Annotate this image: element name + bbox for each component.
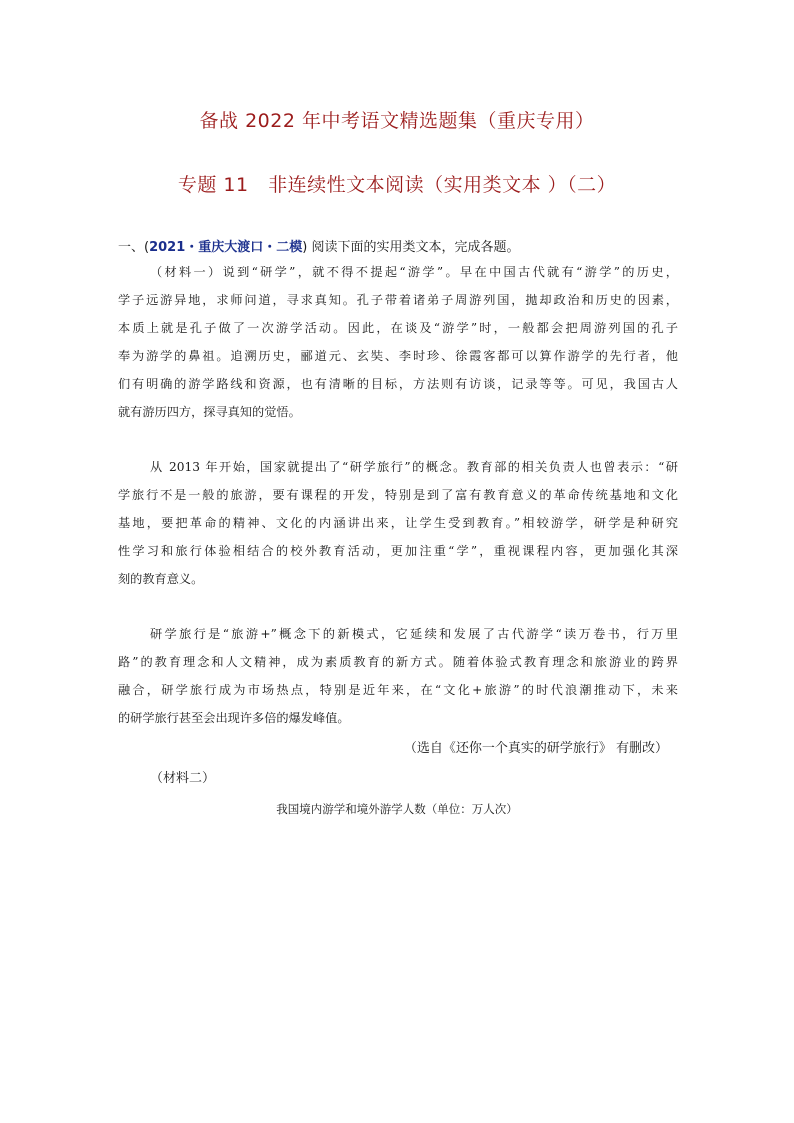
question-instruction: ) 阅读下面的实用类文本，完成各题。 — [302, 240, 520, 255]
question-heading — [118, 236, 519, 255]
document-subtitle: 专题 11 非连续性文本阅读（实用类文本 ）（二） — [177, 174, 617, 196]
paragraph-line: 本质上就是孔子做了一次游学活动。因此，在谈及“游学”时，一般都会把周游列国的孔子 — [118, 321, 678, 335]
question-prefix: 一、( — [118, 240, 150, 255]
paragraph-line: 从 2013 年开始，国家就提出了“研学旅行”的概念。教育部的相关负责人也曾表示：“研 — [150, 460, 678, 474]
paragraph-line: 基地，要把革命的精神、文化的内涵讲出来，让学生受到教育。”相较游学，研学是种研究 — [118, 516, 678, 530]
paragraph-line: 们有明确的游学路线和资源，也有清晰的目标，方法则有访谈，记录等等。可见，我国古人 — [118, 377, 678, 391]
material-one-paragraph — [118, 258, 678, 426]
paragraph-line: 就有游历四方，探寻真知的觉悟。 — [118, 405, 301, 419]
paragraph-two — [118, 453, 678, 593]
chart-caption: 我国境内游学和境外游学人数（单位：万人次） — [276, 802, 518, 816]
paragraph-line: 路”的教育理念和人文精神，成为素质教育的新方式。随着体验式教育理念和旅游业的跨界 — [118, 655, 678, 669]
paragraph-line: 刻的教育意义。 — [118, 572, 204, 586]
paragraph-line: 奉为游学的鼻祖。追溯历史，郦道元、玄奘、李时珍、徐霞客都可以算作游学的先行者，他 — [118, 349, 678, 363]
paragraph-line: （材料一）说到“研学”，就不得不提起“游学”。早在中国古代就有“游学”的历史， — [150, 265, 678, 279]
document-title: 备战 2022 年中考语文精选题集（重庆专用） — [199, 110, 595, 132]
paragraph-three — [118, 620, 678, 732]
source-note: （选自《还你一个真实的研学旅行》 有删改） — [403, 741, 668, 756]
paragraph-line: 研学旅行是“旅游+”概念下的新模式，它延续和发展了古代游学“读万卷书，行万里 — [150, 627, 678, 641]
paragraph-line: 性学习和旅行体验相结合的校外教育活动，更加注重“学”，重视课程内容，更加强化其深 — [118, 544, 678, 558]
paragraph-line: 的研学旅行甚至会出现许多倍的爆发峰值。 — [118, 711, 350, 725]
paragraph-line: 学旅行不是一般的旅游，要有课程的开发，特别是到了富有教育意义的革命传统基地和文化 — [118, 488, 678, 502]
paragraph-line: 融合，研学旅行成为市场热点，特别是近年来，在“文化+旅游”的时代浪潮推动下，未来 — [118, 683, 678, 697]
question-source: 2021・重庆大渡口・二模 — [149, 240, 303, 255]
material-two-label: （材料二） — [150, 771, 216, 786]
paragraph-line: 学子远游异地，求师问道，寻求真知。孔子带着诸弟子周游列国，拋却政治和历史的因素， — [118, 293, 678, 307]
